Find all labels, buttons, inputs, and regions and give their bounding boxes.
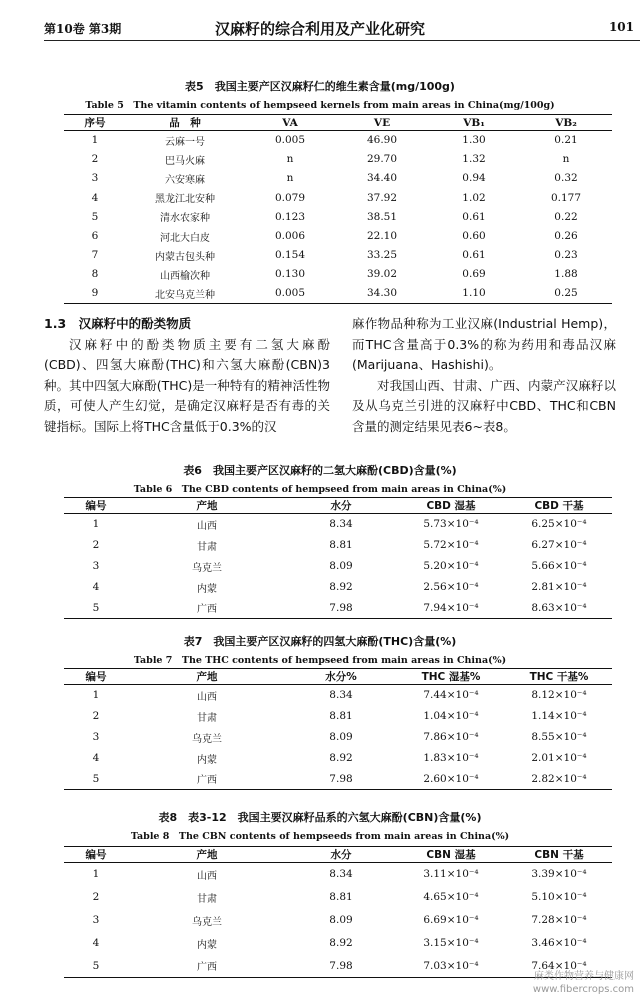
table-cell: 37.92: [366, 191, 398, 204]
table-cell: 7.44×10⁻⁴: [423, 689, 479, 702]
table-cell: 5.66×10⁻⁴: [531, 560, 587, 572]
table-row: [64, 188, 612, 207]
table-cell: 乌克兰: [192, 562, 222, 574]
table6-caption: [0, 462, 640, 495]
table-cell: 8: [91, 268, 99, 281]
table7: [64, 668, 612, 790]
table-cell: 8.81: [329, 539, 353, 551]
table-cell: 7: [91, 249, 99, 262]
table-cell: 4: [91, 191, 99, 204]
table7-col-header: 编号: [85, 671, 107, 683]
table-cell: 7.98: [329, 601, 353, 614]
table-row: [64, 150, 612, 169]
table-cell: 0.26: [554, 230, 578, 243]
table8-caption-cn: 表8 表3-12 我国主要汉麻籽品系的六氢大麻酚(CBN)含量(%): [158, 811, 482, 824]
table-cell: 1.88: [554, 268, 578, 281]
section-paragraph: 麻作物品种称为工业汉麻(Industrial Hemp)，而THC含量高于0.3%的称为药用和毒品汉麻(Marijuana、Hashishi)。: [352, 316, 616, 372]
table8: [64, 846, 612, 978]
table-cell: 6: [91, 230, 99, 243]
table-cell: 广西: [197, 962, 217, 974]
table-cell: 8.09: [329, 731, 353, 743]
site-watermark: [533, 970, 634, 996]
table-row: [64, 727, 612, 748]
table-cell: 2.01×10⁻⁴: [531, 752, 587, 764]
table-row: [64, 598, 612, 619]
table5-col-header: 序号: [84, 117, 106, 129]
table5-col-header: VB₂: [555, 116, 577, 129]
table-cell: 1: [92, 868, 100, 881]
table-cell: 8.12×10⁻⁴: [531, 689, 587, 702]
table-cell: 0.32: [554, 172, 578, 185]
table-cell: 0.21: [554, 134, 578, 147]
table-cell: 1.04×10⁻⁴: [423, 710, 479, 722]
table-row: [64, 769, 612, 790]
table-cell: 8.09: [329, 914, 353, 926]
table-row: [64, 577, 612, 598]
table-cell: 6.25×10⁻⁴: [531, 518, 587, 531]
table-cell: 3: [92, 914, 100, 926]
table-cell: 7.98: [329, 959, 353, 972]
table6-caption-en: Table 6 The CBD contents of hempseed from main areas in China(%): [133, 484, 507, 495]
table5-col-header: VB₁: [463, 116, 485, 129]
table-cell: 5.72×10⁻⁴: [423, 539, 479, 551]
table5: [64, 114, 612, 304]
table-cell: 内蒙古包头种: [155, 251, 215, 263]
table-cell: 7.28×10⁻⁴: [531, 914, 587, 926]
table-cell: 山西: [197, 691, 217, 703]
table-cell: 34.30: [366, 287, 398, 300]
table-row: [64, 514, 612, 535]
table-cell: 0.079: [274, 191, 306, 204]
running-title: 汉麻籽的综合利用及产业化研究: [214, 20, 425, 38]
table-cell: 34.40: [366, 172, 398, 185]
section-title: 1.3 汉麻籽中的酚类物质: [44, 316, 192, 331]
table6-col-header: CBD 湿基: [426, 500, 476, 512]
table-row: [64, 748, 612, 769]
table-cell: n: [286, 172, 294, 185]
table8-col-header: CBN 湿基: [426, 849, 476, 861]
table-cell: 黑龙江北安种: [155, 194, 215, 206]
table-cell: 0.69: [462, 268, 486, 281]
table5-header-row: [64, 115, 612, 131]
table-cell: 2.60×10⁻⁴: [423, 772, 479, 785]
table6-header-row: [64, 498, 612, 514]
table-cell: 3.39×10⁻⁴: [531, 868, 587, 881]
table-cell: 7.64×10⁻⁴: [531, 959, 587, 972]
table-cell: 7.98: [329, 772, 353, 785]
table-cell: 6.27×10⁻⁴: [531, 539, 587, 551]
table-cell: 1.32: [462, 153, 486, 166]
table-cell: 甘肃: [197, 541, 217, 553]
table-cell: 4: [92, 581, 100, 593]
table8-col-header: CBN 干基: [534, 849, 584, 861]
table-cell: 8.34: [329, 689, 353, 702]
table-cell: 1.10: [462, 287, 486, 300]
table-cell: 3: [92, 560, 100, 572]
table-cell: 2.82×10⁻⁴: [531, 772, 587, 785]
table-cell: 河北大白皮: [160, 232, 210, 244]
table-cell: n: [562, 153, 570, 166]
page-number: 101: [608, 20, 634, 34]
table-cell: 3: [91, 172, 99, 185]
table-cell: 8.55×10⁻⁴: [531, 731, 587, 743]
table-row: [64, 863, 612, 886]
table-cell: 0.006: [274, 230, 306, 243]
table-cell: 0.61: [462, 210, 486, 223]
table-cell: 3.15×10⁻⁴: [423, 937, 479, 949]
table-cell: 7.03×10⁻⁴: [423, 959, 479, 972]
table-cell: 5: [91, 210, 99, 223]
table-row: [64, 246, 612, 265]
section-left-column: [44, 314, 330, 437]
table8-col-header: 水分: [330, 849, 352, 861]
table-row: [64, 932, 612, 955]
table-cell: 0.123: [274, 210, 306, 223]
table-cell: 1.02: [462, 191, 486, 204]
table7-col-header: 产地: [196, 671, 218, 683]
table7-col-header: THC 湿基%: [421, 671, 481, 683]
table-cell: 22.10: [366, 230, 398, 243]
table8-col-header: 编号: [85, 849, 107, 861]
table-cell: 7.94×10⁻⁴: [423, 601, 479, 614]
table7-header-row: [64, 669, 612, 685]
table-cell: 4: [92, 937, 100, 949]
table-cell: 8.81: [329, 891, 353, 903]
table5-col-header: 品 种: [169, 117, 201, 129]
table-cell: 8.09: [329, 560, 353, 572]
table-cell: 甘肃: [197, 712, 217, 724]
table-cell: 0.60: [462, 230, 486, 243]
table-row: [64, 226, 612, 245]
table-row: [64, 556, 612, 577]
table-cell: 1: [91, 134, 99, 147]
section-right-column: [352, 314, 616, 437]
table-cell: 5: [92, 601, 100, 614]
table7-caption-en: Table 7 The THC contents of hempseed from main areas in China(%): [133, 655, 507, 666]
section-paragraph: 汉麻籽中的酚类物质主要有二氢大麻酚(CBD)、四氢大麻酚(THC)和六氢大麻酚(CBN)3种。其中四氢大麻酚(THC)是一种特有的精神活性物质，可使人产生幻觉，是确定汉麻籽是否有毒的关键指标。国际上将THC含量低于0.3%的汉: [44, 336, 330, 434]
table-row: [64, 706, 612, 727]
table6: [64, 497, 612, 619]
table-cell: 山西: [197, 870, 217, 882]
table-cell: 33.25: [366, 249, 398, 262]
table8-col-header: 产地: [196, 849, 218, 861]
table-row: [64, 284, 612, 303]
table-cell: 3.11×10⁻⁴: [423, 868, 479, 881]
table-cell: 0.177: [550, 191, 582, 204]
table-cell: 2.56×10⁻⁴: [423, 581, 479, 593]
table-cell: 内蒙: [197, 939, 217, 951]
header-rule: [44, 40, 640, 41]
table7-col-header: 水分%: [325, 671, 357, 683]
table-cell: 1.83×10⁻⁴: [423, 752, 479, 764]
table-row: [64, 685, 612, 706]
table-cell: 3.46×10⁻⁴: [531, 937, 587, 949]
table5-col-header: VE: [373, 116, 391, 129]
table6-col-header: 产地: [196, 500, 218, 512]
table-cell: 1.30: [462, 134, 486, 147]
table-cell: 4.65×10⁻⁴: [423, 891, 479, 903]
table-cell: 1: [92, 518, 100, 531]
watermark-url: www.fibercrops.com: [532, 984, 634, 995]
table-cell: 0.61: [462, 249, 486, 262]
table8-caption: [0, 809, 640, 842]
table7-caption-cn: 表7 我国主要产区汉麻籽的四氢大麻酚(THC)含量(%): [183, 635, 457, 648]
table-cell: 内蒙: [197, 583, 217, 595]
table-cell: 2: [91, 153, 99, 166]
table-row: [64, 955, 612, 978]
table-row: [64, 265, 612, 284]
table-cell: 8.81: [329, 710, 353, 722]
table-cell: 1.14×10⁻⁴: [531, 710, 587, 722]
table-cell: 2: [92, 539, 100, 551]
table6-col-header: 编号: [85, 500, 107, 512]
table-cell: 3: [92, 731, 100, 743]
table-cell: 2.81×10⁻⁴: [531, 581, 587, 593]
table8-header-row: [64, 847, 612, 863]
table-cell: 8.34: [329, 518, 353, 531]
table-cell: 0.22: [554, 210, 578, 223]
table-cell: 云麻一号: [165, 136, 205, 148]
table-cell: 清水农家种: [160, 213, 210, 225]
table-cell: 1: [92, 689, 100, 702]
table-cell: 0.25: [554, 287, 578, 300]
table-cell: 北安乌克兰种: [155, 289, 215, 301]
table-cell: 8.63×10⁻⁴: [531, 601, 587, 614]
table-cell: 5: [92, 959, 100, 972]
table5-caption-cn: 表5 我国主要产区汉麻籽仁的维生素含量(mg/100g): [185, 80, 455, 93]
table-row: [64, 207, 612, 226]
table-cell: 0.23: [554, 249, 578, 262]
table-cell: 8.92: [329, 752, 353, 764]
table-cell: 甘肃: [197, 893, 217, 905]
table-cell: 0.005: [274, 287, 306, 300]
table-cell: 内蒙: [197, 754, 217, 766]
table-cell: 5: [92, 772, 100, 785]
section-paragraph: 对我国山西、甘肃、广西、内蒙产汉麻籽以及从乌克兰引进的汉麻籽中CBD、THC和CBN含量的测定结果见表6~表8。: [352, 377, 616, 434]
table-cell: 39.02: [366, 268, 398, 281]
table-cell: 山西: [197, 520, 217, 532]
table-cell: 2: [92, 891, 100, 903]
table-cell: 山西榆次种: [160, 270, 210, 282]
table-cell: 9: [91, 287, 99, 300]
table6-col-header: 水分: [330, 500, 352, 512]
table5-col-header: VA: [282, 116, 298, 129]
table-cell: 巴马火麻: [165, 155, 205, 167]
table-cell: 乌克兰: [192, 733, 222, 745]
journal-volume: 第10卷 第3期: [44, 22, 122, 36]
table-row: [64, 886, 612, 909]
watermark-text: 麻类作物营养与健康网: [534, 971, 634, 982]
page-header: [0, 0, 640, 44]
table-cell: n: [286, 153, 294, 166]
table-cell: 0.005: [274, 134, 306, 147]
table-cell: 8.34: [329, 868, 353, 881]
table-row: [64, 909, 612, 932]
table-row: [64, 131, 612, 150]
table-cell: 7.86×10⁻⁴: [423, 731, 479, 743]
table7-col-header: THC 干基%: [529, 671, 589, 683]
table-row: [64, 169, 612, 188]
table-cell: 38.51: [366, 210, 398, 223]
table-cell: 5.20×10⁻⁴: [423, 560, 479, 572]
table-cell: 2: [92, 710, 100, 722]
table-cell: 6.69×10⁻⁴: [423, 914, 479, 926]
table-cell: 0.94: [462, 172, 486, 185]
table-cell: 5.10×10⁻⁴: [531, 891, 587, 903]
table-cell: 29.70: [366, 153, 398, 166]
table-cell: 46.90: [366, 134, 398, 147]
table-cell: 8.92: [329, 937, 353, 949]
table-cell: 乌克兰: [192, 916, 222, 928]
table-cell: 广西: [197, 775, 217, 787]
table6-col-header: CBD 干基: [534, 500, 584, 512]
table-cell: 8.92: [329, 581, 353, 593]
table7-caption: [0, 633, 640, 666]
table-cell: 六安寒麻: [165, 174, 205, 186]
table-cell: 广西: [197, 604, 217, 616]
table-row: [64, 535, 612, 556]
table-cell: 0.154: [274, 249, 306, 262]
table8-caption-en: Table 8 The CBN contents of hempseeds from main areas in China(%): [130, 831, 510, 842]
table5-caption-en: Table 5 The vitamin contents of hempseed kernels from main areas in China(mg/100g): [85, 100, 555, 111]
table6-caption-cn: 表6 我国主要产区汉麻籽的二氢大麻酚(CBD)含量(%): [183, 464, 457, 477]
table-cell: 4: [92, 752, 100, 764]
table-cell: 0.130: [274, 268, 306, 281]
table-cell: 5.73×10⁻⁴: [423, 518, 479, 531]
table5-caption: [0, 78, 640, 111]
